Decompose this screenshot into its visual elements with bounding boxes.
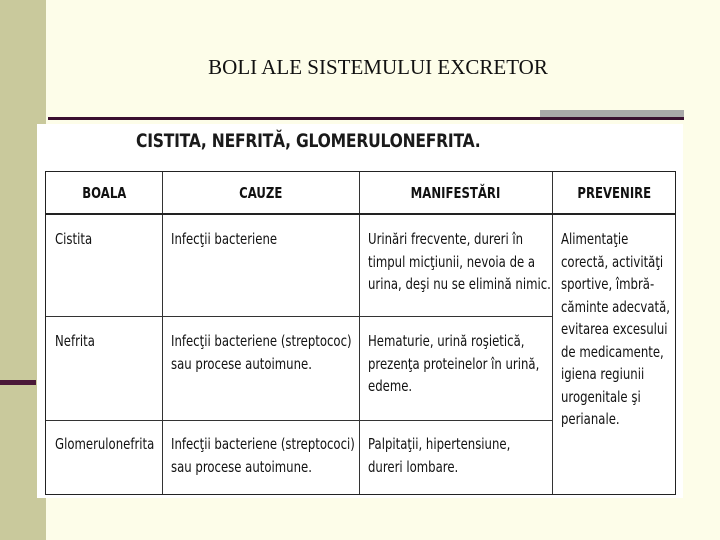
header-boala: BOALA — [81, 184, 127, 202]
table-row-cell-cauze: Infecţii bacteriene — [171, 230, 278, 248]
table-cell-prevenire: Alimentaţie corectă, activităţi sportive, îmbră- căminte adecvată, evitarea excesului de medicamente, igiena regiunii urogenitale şi perianale. — [561, 230, 670, 428]
row-divider — [46, 316, 552, 317]
header-prevenire: PREVENIRE — [577, 184, 651, 202]
left-accent-line — [0, 380, 36, 385]
header-manifestari: MANIFESTĂRI — [410, 184, 501, 202]
table-row-cell-boala: Cistita — [55, 230, 93, 248]
disease-table — [45, 171, 676, 495]
table-row-cell-boala: Glomerulonefrita — [55, 435, 155, 453]
table-row-cell-manifestari: Urinări frecvente, dureri în timpul micţiunii, nevoia de a urina, deşi nu se elimină nimic. — [368, 230, 551, 293]
table-row-cell-manifestari: Palpitaţii, hipertensiune, dureri lombare. — [368, 435, 511, 476]
table-row-cell-cauze: Infecţii bacteriene (streptococi) sau procese autoimune. — [171, 435, 355, 476]
header-cauze: CAUZE — [238, 184, 283, 202]
row-divider — [46, 420, 552, 421]
slide-title: BOLI ALE SISTEMULUI EXCRETOR — [208, 55, 548, 79]
table-title: CISTITA, NEFRITĂ, GLOMERULONEFRITA. — [136, 130, 481, 152]
table-row-cell-cauze: Infecţii bacteriene (streptococ) sau procese autoimune. — [171, 332, 352, 373]
table-row-cell-manifestari: Hematurie, urină roşietică, prezenţa proteinelor în urină, edeme. — [368, 332, 540, 395]
table-row-cell-boala: Nefrita — [55, 332, 95, 350]
title-rule — [48, 117, 684, 120]
title-rule-gray — [540, 110, 684, 117]
